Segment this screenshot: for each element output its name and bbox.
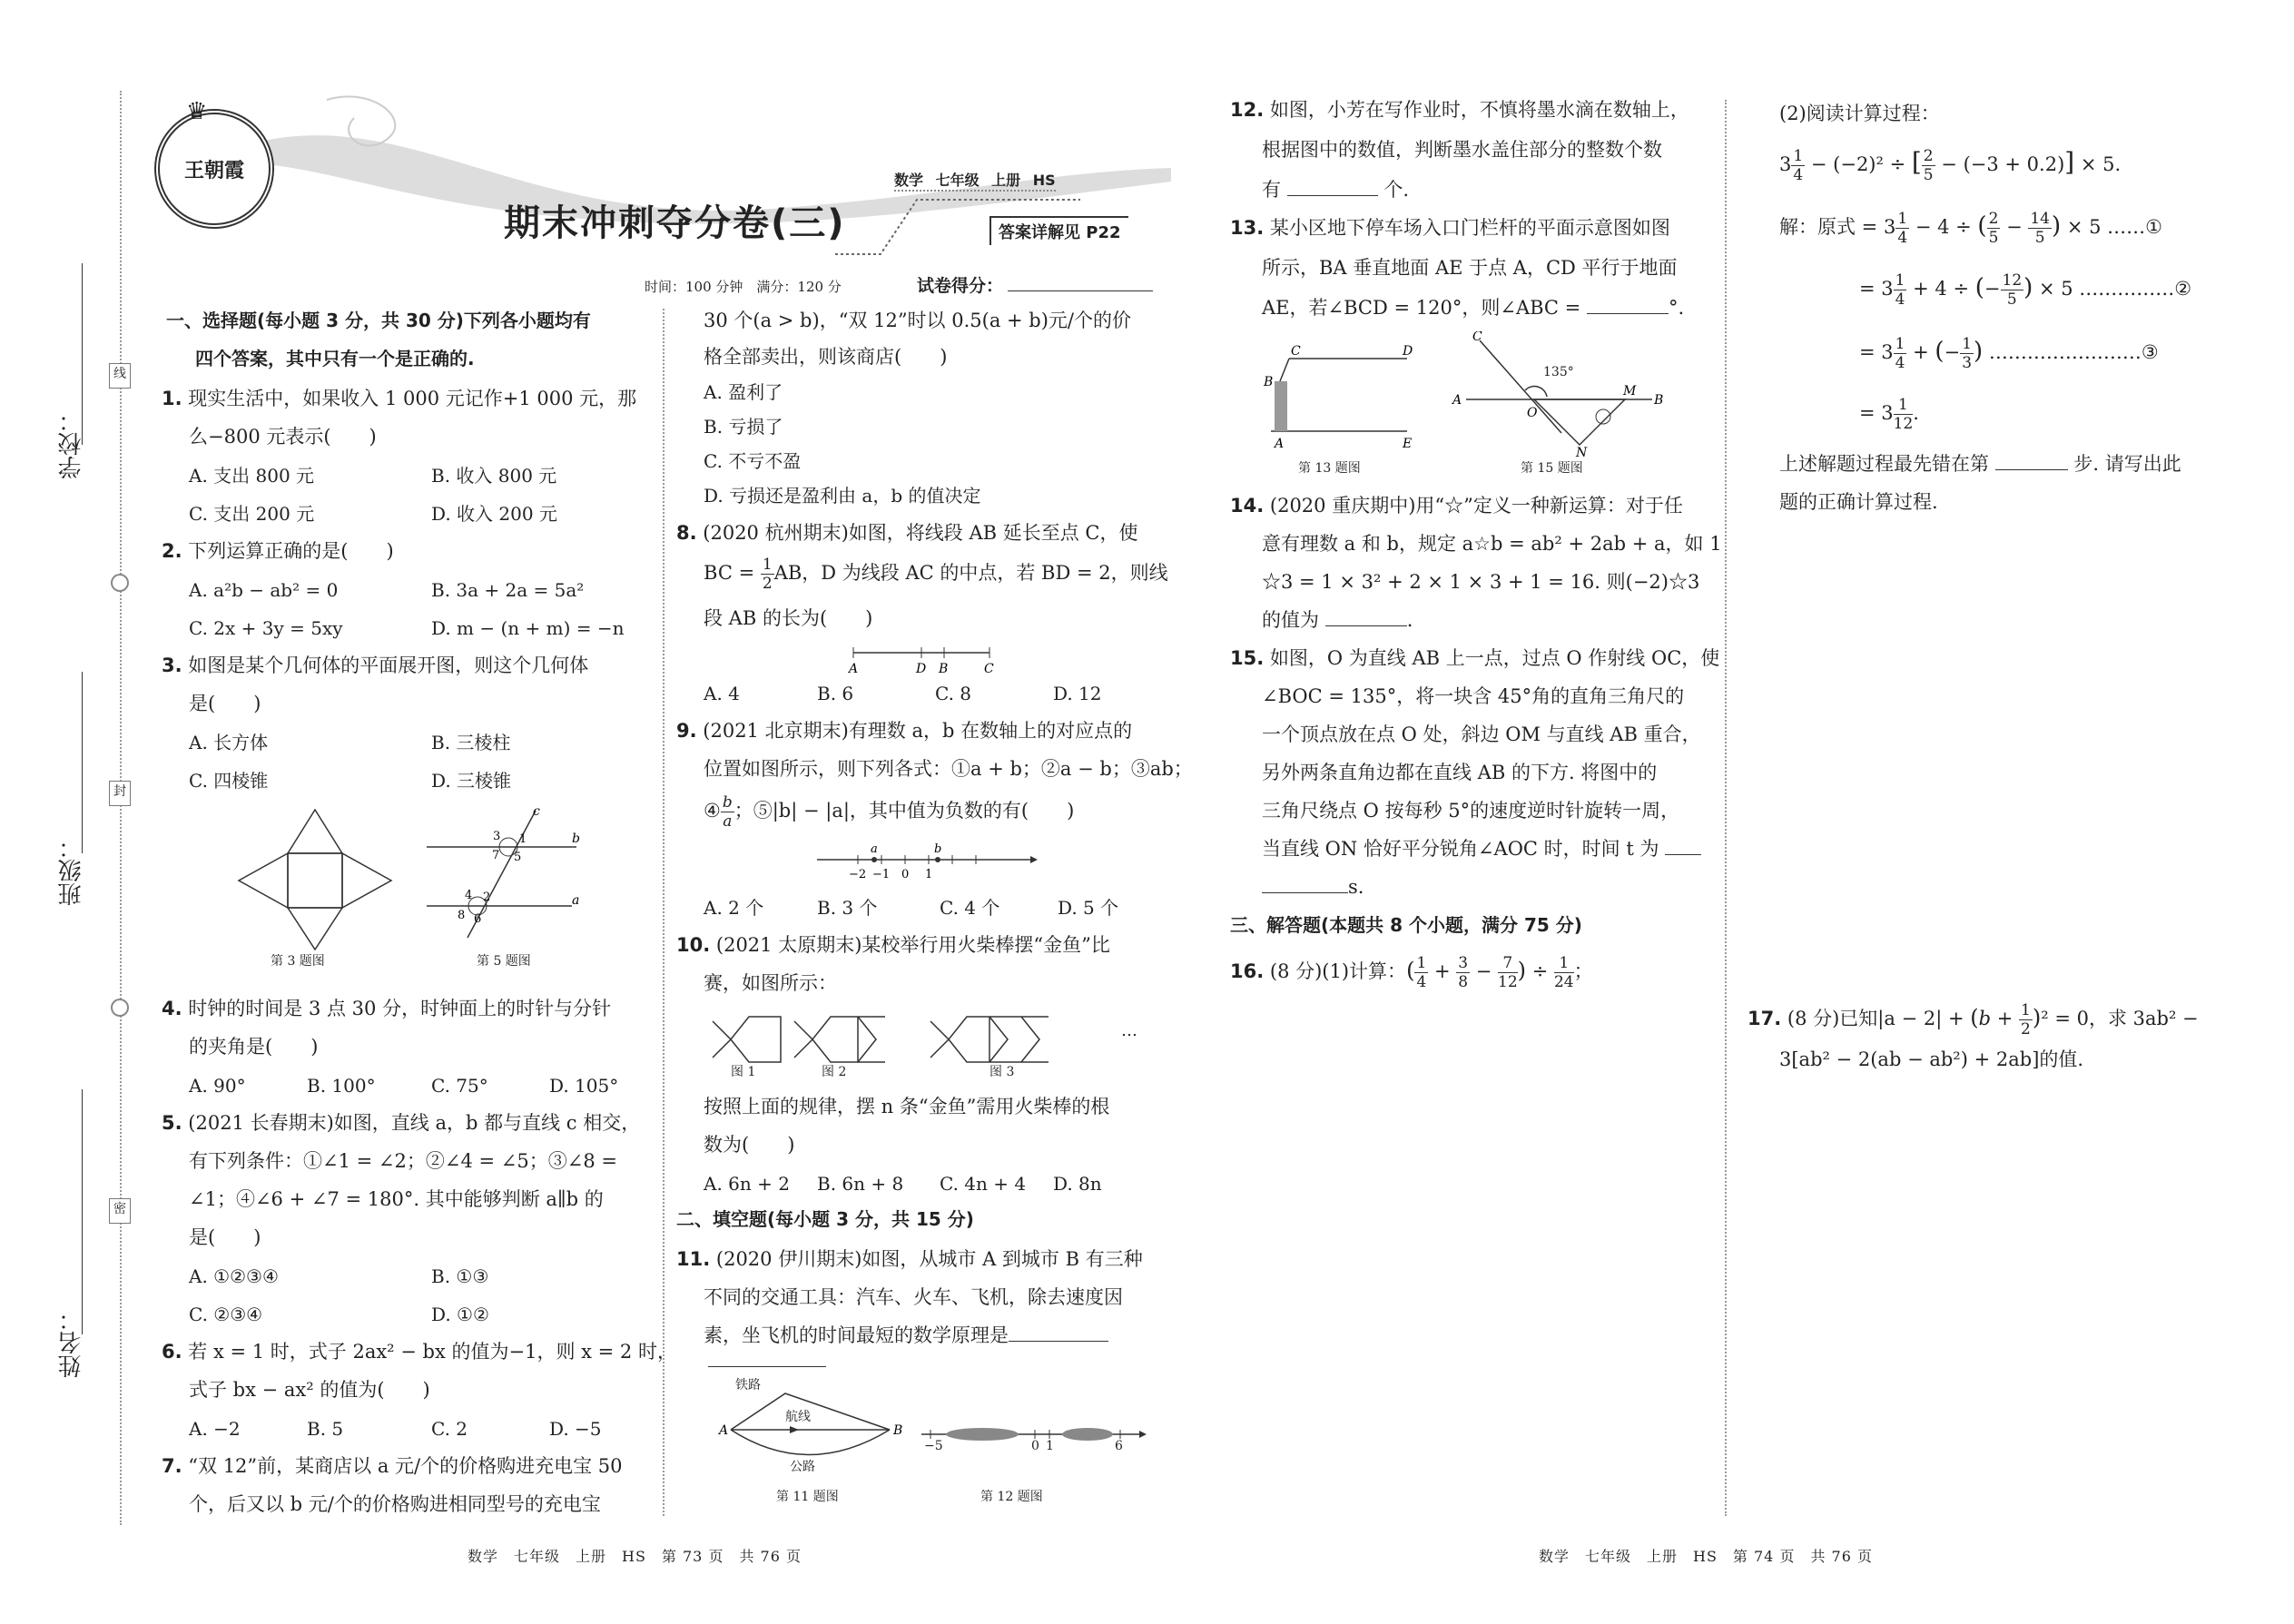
svg-text:M: M xyxy=(1623,384,1637,399)
svg-text:1: 1 xyxy=(519,832,527,846)
q6-option-d[interactable]: D. −5 xyxy=(549,1418,602,1440)
q4-option-c[interactable]: C. 75° xyxy=(431,1075,488,1097)
question-1: 1. 现实生活中，如果收入 1 000 元记作+1 000 元，那 xyxy=(162,388,637,409)
section-answer-heading: 三、解答题(本题共 8 个小题，满分 75 分) xyxy=(1230,914,1582,936)
question-9-line-2: 位置如图所示，则下列各式：①a + b；②a − b；③ab； xyxy=(704,758,1193,780)
q7-option-d[interactable]: D. 亏损还是盈利由 a，b 的值决定 xyxy=(704,485,981,507)
q10-option-d[interactable]: D. 8n xyxy=(1053,1173,1102,1195)
q16-solution-step-1: 解：原式 = 3 $\frac{1}{4}$ − 4 ÷ ( $\frac{2}{5}$ − $\frac{14}{5}$ ) × 5 ……① xyxy=(1779,210,2162,247)
q1-option-b[interactable]: B. 收入 800 元 xyxy=(431,465,557,487)
svg-text:A: A xyxy=(1452,393,1462,408)
svg-text:3: 3 xyxy=(493,830,501,843)
seal-mark-seal: 封 xyxy=(109,781,131,806)
q5-option-c[interactable]: C. ②③④ xyxy=(189,1304,263,1325)
q16-error-question: 上述解题过程最先错在第 步. 请写出此 xyxy=(1779,453,2181,475)
crown-icon: ♛ xyxy=(186,98,208,125)
column-divider xyxy=(1725,100,1727,1516)
q2-option-a[interactable]: A. a²b − ab² = 0 xyxy=(189,579,339,601)
figure-q3-net xyxy=(231,808,404,953)
fraction-b-over-a: $\frac{b}{a}$ xyxy=(722,793,733,831)
figure-10-label-3: 图 3 xyxy=(989,1065,1015,1079)
svg-text:E: E xyxy=(1403,437,1413,451)
question-4-line-2: 的夹角是( ) xyxy=(189,1036,319,1058)
svg-text:a: a xyxy=(572,893,580,908)
question-8-line-2: BC = $\frac{1}{2}$ AB，D 为线段 AC 的中点，若 BD = 2，则线 xyxy=(704,556,1168,593)
q9-option-d[interactable]: D. 5 个 xyxy=(1058,897,1119,919)
seal-mark-secret: 密 xyxy=(109,1198,131,1224)
seal-mark-line: 线 xyxy=(109,363,131,389)
q10-option-a[interactable]: A. 6n + 2 xyxy=(704,1173,790,1195)
q4-option-d[interactable]: D. 105° xyxy=(549,1075,619,1097)
question-13: 13. 某小区地下停车场入口门栏杆的平面示意图如图 xyxy=(1230,217,1670,239)
question-16-part-2: (2)阅读计算过程： xyxy=(1779,103,1940,124)
name-label: 姓名： xyxy=(58,1307,85,1378)
q3-option-c[interactable]: C. 四棱锥 xyxy=(189,770,269,792)
q15-answer-blank[interactable] xyxy=(1665,854,1701,855)
question-7-line-2: 个，后又以 b 元/个的价格购进相同型号的充电宝 xyxy=(189,1493,601,1515)
svg-text:B: B xyxy=(939,662,949,676)
time-info: 时间：100 分钟 满分：120 分 xyxy=(645,279,842,295)
question-10-line-2: 赛，如图所示： xyxy=(704,972,837,994)
question-12-line-2: 根据图中的数值，判断墨水盖住部分的整数个数 xyxy=(1262,139,1662,161)
q5-option-b[interactable]: B. ①③ xyxy=(431,1265,489,1287)
q4-option-a[interactable]: A. 90° xyxy=(189,1075,246,1097)
question-12: 12. 如图，小芳在写作业时，不慎将墨水滴在数轴上， xyxy=(1230,99,1689,121)
svg-text:a: a xyxy=(871,842,878,856)
figure-10-label-1: 图 1 xyxy=(731,1065,756,1079)
figure-q15-triangle xyxy=(1443,331,1679,458)
ring-icon xyxy=(111,574,129,592)
section-choice-heading: 一、选择题(每小题 3 分，共 30 分)下列各小题均有 xyxy=(166,310,591,331)
question-2: 2. 下列运算正确的是( ) xyxy=(162,540,394,562)
question-11: 11. (2020 伊川期末)如图，从城市 A 到城市 B 有三种 xyxy=(676,1248,1143,1270)
question-6-line-2: 式子 bx − ax² 的值为( ) xyxy=(189,1379,430,1401)
figure-10-label-2: 图 2 xyxy=(822,1065,847,1079)
subject-tags: 数学 七年级 上册 HS xyxy=(894,169,1056,192)
svg-text:4: 4 xyxy=(465,889,473,902)
svg-text:B: B xyxy=(1264,375,1274,389)
question-14-line-3: ☆3 = 1 × 3² + 2 × 1 × 3 + 1 = 16. 则(−2)☆3 xyxy=(1262,571,1700,593)
q16-answer-blank[interactable] xyxy=(1995,469,2068,470)
question-15-line-2: ∠BOC = 135°，将一块含 45°角的直角三角尺的 xyxy=(1262,685,1685,707)
question-3-line-2: 是( ) xyxy=(189,693,261,714)
q8-option-d[interactable]: D. 12 xyxy=(1053,683,1102,704)
svg-text:D: D xyxy=(1403,344,1413,359)
q16-solution-step-2: = 3 $\frac{1}{4}$ + 4 ÷ (− $\frac{12}{5}$ ) × 5 ……………② xyxy=(1859,271,2192,309)
page-footer-left: 数学 七年级 上册 HS 第 73 页 共 76 页 xyxy=(468,1548,802,1565)
q2-option-c[interactable]: C. 2x + 3y = 5xy xyxy=(189,617,343,639)
question-14-line-4: 的值为 . xyxy=(1262,609,1413,631)
q13-answer-blank[interactable] xyxy=(1587,313,1669,314)
q16-solution-step-3: = 3 $\frac{1}{4}$ + (− $\frac{1}{3}$ ) ……………………③ xyxy=(1859,335,2159,372)
question-15-line-6: 当直线 ON 恰好平分锐角∠AOC 时，时间 t 为 xyxy=(1262,830,1701,868)
ring-icon xyxy=(111,999,129,1017)
question-14: 14. (2020 重庆期中)用“☆”定义一种新运算：对于任 xyxy=(1230,495,1683,517)
question-5-line-2: 有下列条件：①∠1 = ∠2；②∠4 = ∠5；③∠8 = xyxy=(189,1150,617,1172)
question-4: 4. 时钟的时间是 3 点 30 分，时钟面上的时针与分针 xyxy=(162,998,612,1019)
q11-answer-blank[interactable] xyxy=(1009,1341,1108,1342)
q16-expression: 3 $\frac{1}{4}$ − (−2)² ÷ [ $\frac{2}{5}$ − (−3 + 0.2)] × 5. xyxy=(1779,147,2122,184)
q9-option-c[interactable]: C. 4 个 xyxy=(940,897,1000,919)
question-5: 5. (2021 长春期末)如图，直线 a，b 都与直线 c 相交， xyxy=(162,1112,641,1134)
q8-option-a[interactable]: A. 4 xyxy=(704,683,740,704)
q6-option-b[interactable]: B. 5 xyxy=(307,1418,344,1440)
question-7-line-3: 30 个(a > b)，“双 12”时以 0.5(a + b)元/个的价 xyxy=(704,310,1132,331)
svg-text:1: 1 xyxy=(925,868,933,881)
question-5-line-3: ∠1；④∠6 + ∠7 = 180°. 其中能够判断 a∥b 的 xyxy=(189,1188,604,1210)
svg-text:0: 0 xyxy=(901,868,910,881)
q7-option-b[interactable]: B. 亏损了 xyxy=(704,416,783,438)
q12-label-1: 1 xyxy=(1046,1439,1054,1453)
class-field[interactable] xyxy=(82,672,83,853)
question-8: 8. (2020 杭州期末)如图，将线段 AB 延长至点 C，使 xyxy=(676,522,1138,544)
svg-text:8: 8 xyxy=(458,909,466,922)
logo-text: 王朝霞 xyxy=(183,158,244,182)
q2-option-b[interactable]: B. 3a + 2a = 5a² xyxy=(431,579,585,601)
score-label: 试卷得分： xyxy=(917,276,1004,296)
q10-option-c[interactable]: C. 4n + 4 xyxy=(940,1173,1027,1195)
score-field[interactable] xyxy=(1008,290,1153,291)
question-11-line-3: 素，坐飞机的时间最短的数学原理是 xyxy=(704,1316,1108,1354)
question-10: 10. (2021 太原期末)某校举行用火柴棒摆“金鱼”比 xyxy=(676,934,1110,956)
question-10-line-3: 按照上面的规律，摆 n 条“金鱼”需用火柴棒的根 xyxy=(704,1096,1110,1117)
figure-13-caption: 第 13 题图 xyxy=(1298,461,1361,476)
question-12-line-3: 有 个. xyxy=(1262,179,1410,201)
question-15-line-4: 另外两条直角边都在直线 AB 的下方. 将图中的 xyxy=(1262,762,1658,783)
question-11-line-2: 不同的交通工具：汽车、火车、飞机，除去速度因 xyxy=(704,1286,1123,1308)
svg-text:5: 5 xyxy=(514,851,522,864)
svg-text:−2: −2 xyxy=(849,868,867,881)
q3-option-b[interactable]: B. 三棱柱 xyxy=(431,732,511,753)
svg-text:A: A xyxy=(1275,437,1285,451)
route-rail-label: 铁路 xyxy=(735,1378,761,1393)
question-10-line-4: 数为( ) xyxy=(704,1134,795,1156)
svg-text:B: B xyxy=(1654,393,1664,408)
q7-option-a[interactable]: A. 盈利了 xyxy=(704,381,783,403)
question-14-line-2: 意有理数 a 和 b，规定 a☆b = ab² + 2ab + a，如 1 xyxy=(1262,533,1722,555)
q15-answer-blank-2[interactable] xyxy=(1262,892,1348,893)
q7-option-c[interactable]: C. 不亏不盈 xyxy=(704,450,802,472)
q12-answer-blank[interactable] xyxy=(1287,195,1378,196)
name-field[interactable] xyxy=(82,1089,83,1334)
figure-3-caption: 第 3 题图 xyxy=(271,954,325,969)
q3-option-a[interactable]: A. 长方体 xyxy=(189,732,269,753)
route-air-label: 航线 xyxy=(785,1410,811,1424)
svg-text:C: C xyxy=(1291,344,1301,359)
svg-text:2: 2 xyxy=(483,891,491,904)
question-15-line-5: 三角尺绕点 O 按每秒 5°的速度逆时针旋转一周， xyxy=(1262,800,1680,822)
question-9-line-3: ④ $\frac{b}{a}$ ；⑤|b| − |a|，其中值为负数的有( ) xyxy=(704,793,1075,831)
q9-option-b[interactable]: B. 3 个 xyxy=(817,897,878,919)
q12-label-0: 0 xyxy=(1031,1439,1039,1453)
figure-10-ellipsis: … xyxy=(1121,1021,1137,1040)
svg-text:O: O xyxy=(1527,406,1538,420)
school-label: 学校： xyxy=(58,408,85,479)
figure-q10-matchstick-fish xyxy=(708,1003,1144,1076)
question-17-line-2: 3[ab² − 2(ab − ab²) + 2ab]的值. xyxy=(1779,1048,2084,1070)
binding-line xyxy=(120,91,122,1525)
question-16-part-1: 16. (8 分)(1)计算：( $\frac{1}{4}$ + $\frac{3}{8}$ − $\frac{7}{12}$ ) ÷ $\frac{1}{24}$ ； xyxy=(1230,954,1593,991)
figure-q5-lines xyxy=(418,806,599,942)
q8-option-c[interactable]: C. 8 xyxy=(935,683,972,704)
fraction-one-half: $\frac{1}{2}$ xyxy=(762,556,773,593)
section-fill-heading: 二、填空题(每小题 3 分，共 15 分) xyxy=(676,1208,974,1230)
q6-option-c[interactable]: C. 2 xyxy=(431,1418,468,1440)
svg-text:C: C xyxy=(1472,331,1482,344)
q16-solution-step-4: = 3 $\frac{1}{12}$ . xyxy=(1859,396,1919,433)
question-13-line-3: AE，若∠BCD = 120°，则∠ABC = °. xyxy=(1262,297,1685,319)
figure-11-caption: 第 11 题图 xyxy=(776,1490,839,1504)
svg-text:A: A xyxy=(849,662,859,676)
svg-text:b: b xyxy=(572,832,580,846)
svg-text:c: c xyxy=(533,806,540,819)
q5-option-d[interactable]: D. ①② xyxy=(431,1304,489,1325)
q12-label-6: 6 xyxy=(1115,1439,1123,1453)
page-footer-right: 数学 七年级 上册 HS 第 74 页 共 76 页 xyxy=(1539,1548,1873,1565)
q10-option-b[interactable]: B. 6n + 8 xyxy=(817,1173,904,1195)
route-road-label: 公路 xyxy=(790,1460,815,1474)
question-15-line-7: s. xyxy=(1262,868,1364,906)
question-15-line-3: 一个顶点放在点 O 处，斜边 OM 与直线 AB 重合， xyxy=(1262,723,1701,745)
class-label: 班级： xyxy=(58,835,85,906)
school-field[interactable] xyxy=(82,263,83,445)
answer-reference: 答案详解见 P22 xyxy=(989,216,1128,245)
q3-option-d[interactable]: D. 三棱锥 xyxy=(431,770,512,792)
question-6: 6. 若 x = 1 时，式子 2ax² − bx 的值为−1，则 x = 2 时， xyxy=(162,1341,676,1363)
q5-option-a[interactable]: A. ①②③④ xyxy=(189,1265,279,1287)
q9-option-a[interactable]: A. 2 个 xyxy=(704,897,764,919)
q11-answer-blank-2[interactable] xyxy=(708,1366,826,1367)
figure-12-caption: 第 12 题图 xyxy=(980,1490,1043,1504)
q2-option-d[interactable]: D. m − (n + m) = −n xyxy=(431,617,625,639)
svg-text:6: 6 xyxy=(474,912,482,926)
q1-option-d[interactable]: D. 收入 200 元 xyxy=(431,503,557,525)
svg-text:b: b xyxy=(934,842,942,856)
logo xyxy=(154,109,274,229)
svg-text:7: 7 xyxy=(492,849,500,862)
question-3: 3. 如图是某个几何体的平面展开图，则这个几何体 xyxy=(162,655,589,676)
q16-error-question-line-2: 题的正确计算过程. xyxy=(1779,491,1938,513)
title-decoration xyxy=(817,182,1089,263)
question-7: 7. “双 12”前，某商店以 a 元/个的价格购进充电宝 50 xyxy=(162,1455,623,1477)
q8-option-b[interactable]: B. 6 xyxy=(817,683,854,704)
svg-text:A: A xyxy=(719,1423,729,1438)
figure-5-caption: 第 5 题图 xyxy=(477,954,531,969)
svg-text:B: B xyxy=(893,1423,903,1438)
section-choice-heading-2: 四个答案，其中只有一个是正确的. xyxy=(195,348,475,369)
question-17: 17. (8 分)已知|a − 2| + (b + $\frac{1}{2}$ )² = 0，求 3ab² − xyxy=(1748,1001,2199,1038)
question-7-line-4: 格全部卖出，则该商店( ) xyxy=(704,346,948,368)
svg-text:N: N xyxy=(1576,446,1588,458)
svg-text:D: D xyxy=(916,662,927,676)
question-5-line-4: 是( ) xyxy=(189,1226,261,1248)
q1-option-c[interactable]: C. 支出 200 元 xyxy=(189,503,315,525)
figure-15-angle-label: 135° xyxy=(1543,365,1574,379)
figure-15-caption: 第 15 题图 xyxy=(1521,461,1583,476)
figure-q9-number-line xyxy=(812,840,1039,885)
q14-answer-blank[interactable] xyxy=(1325,625,1407,626)
question-9: 9. (2021 北京期末)有理数 a，b 在数轴上的对应点的 xyxy=(676,720,1133,742)
page-title: 期末冲刺夺分卷(三) xyxy=(504,202,846,244)
question-13-line-2: 所示，BA 垂直地面 AE 于点 A，CD 平行于地面 xyxy=(1262,257,1678,279)
q1-option-a[interactable]: A. 支出 800 元 xyxy=(189,465,315,487)
q12-label-minus5: −5 xyxy=(924,1439,943,1453)
question-1-line-2: 么−800 元表示( ) xyxy=(189,426,377,448)
question-8-line-3: 段 AB 的长为( ) xyxy=(704,607,873,629)
q6-option-a[interactable]: A. −2 xyxy=(189,1418,241,1440)
figure-q13-barrier xyxy=(1262,340,1425,458)
svg-text:C: C xyxy=(984,662,994,676)
question-15: 15. 如图，O 为直线 AB 上一点，过点 O 作射线 OC，使 xyxy=(1230,647,1720,669)
figure-q8-segment xyxy=(844,640,1008,676)
q4-option-b[interactable]: B. 100° xyxy=(307,1075,376,1097)
svg-text:−1: −1 xyxy=(872,868,891,881)
